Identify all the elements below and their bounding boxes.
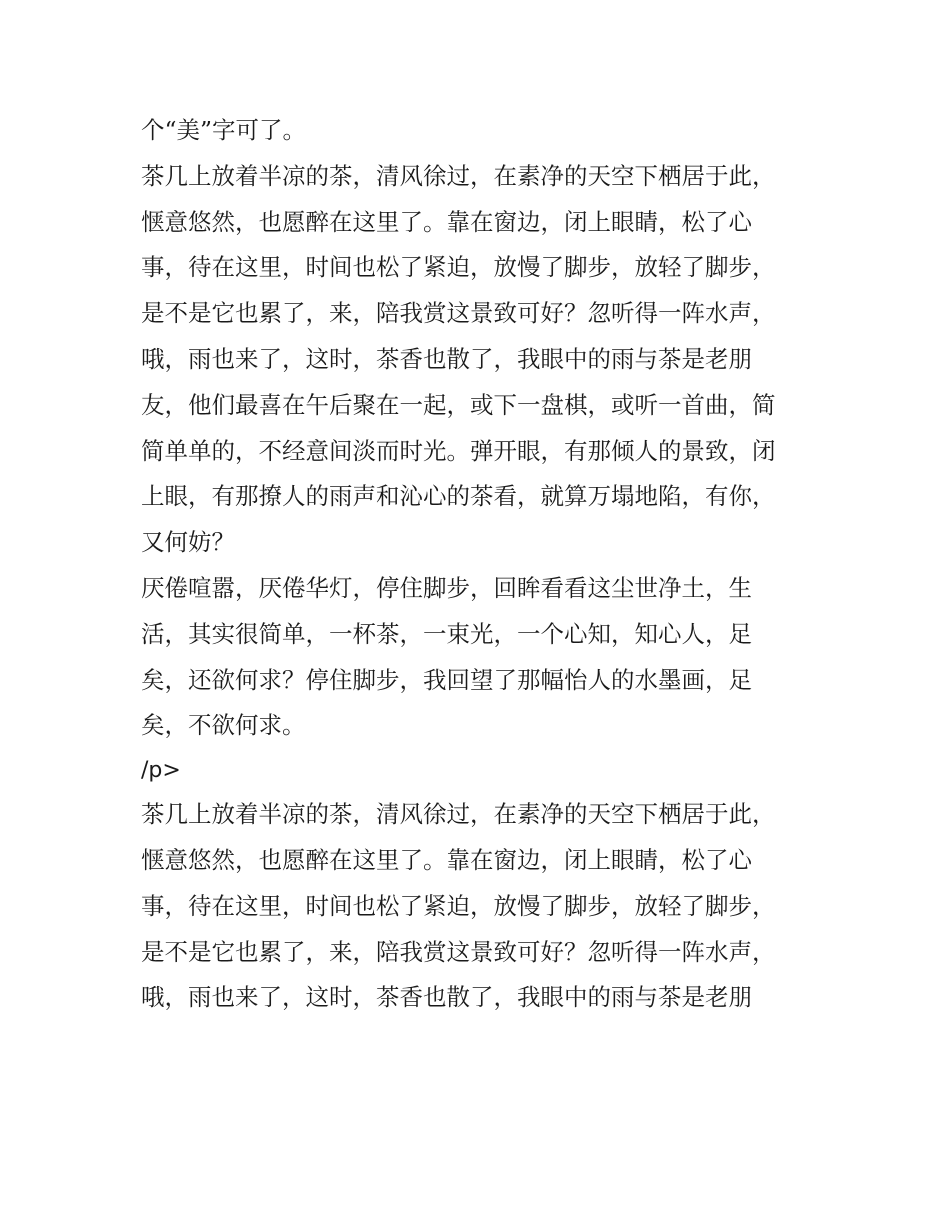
text-line: 是不是它也累了，来，陪我赏这景致可好？忽听得一阵水声， — [141, 299, 776, 328]
text-line: 是不是它也累了，来，陪我赏这景致可好？忽听得一阵水声， — [141, 937, 776, 966]
text-line: 矣，还欲何求？停住脚步，我回望了那幅怡人的水墨画，足 — [141, 665, 752, 694]
text-line: 个“美”字可了。 — [141, 116, 307, 144]
text-line: 简单单的，不经意间淡而时光。弹开眼，有那倾人的景致，闭 — [141, 436, 776, 465]
text-line: 活，其实很简单，一杯茶，一束光，一个心知，知心人，足 — [141, 619, 752, 648]
text-line: 又何妨？ — [141, 528, 235, 557]
text-line: 惬意悠然，也愿醉在这里了。靠在窗边，闭上眼睛，松了心 — [141, 845, 752, 874]
text-line: 事，待在这里，时间也松了紧迫，放慢了脚步，放轻了脚步， — [141, 891, 776, 920]
text-line: 友，他们最喜在午后聚在一起，或下一盘棋，或听一首曲，简 — [141, 390, 776, 419]
text-line: 厌倦喧嚣，厌倦华灯，停住脚步，回眸看看这尘世净土，生 — [141, 573, 752, 602]
text-line: 哦，雨也来了，这时，茶香也散了，我眼中的雨与茶是老朋 — [141, 344, 752, 373]
text-line: 矣，不欲何求。 — [141, 711, 306, 740]
markup-fragment-line: /p> — [141, 758, 181, 784]
text-line: 事，待在这里，时间也松了紧迫，放慢了脚步，放轻了脚步， — [141, 253, 776, 282]
text-line: 茶几上放着半凉的茶，清风徐过，在素净的天空下栖居于此， — [141, 161, 776, 190]
text-line: 上眼，有那撩人的雨声和沁心的茶看，就算万塌地陷，有你， — [141, 482, 776, 511]
text-line: 哦，雨也来了，这时，茶香也散了，我眼中的雨与茶是老朋 — [141, 983, 752, 1012]
text-line: 惬意悠然，也愿醉在这里了。靠在窗边，闭上眼睛，松了心 — [141, 207, 752, 236]
text-line: 茶几上放着半凉的茶，清风徐过，在素净的天空下栖居于此， — [141, 800, 776, 829]
document-body — [141, 108, 821, 1021]
